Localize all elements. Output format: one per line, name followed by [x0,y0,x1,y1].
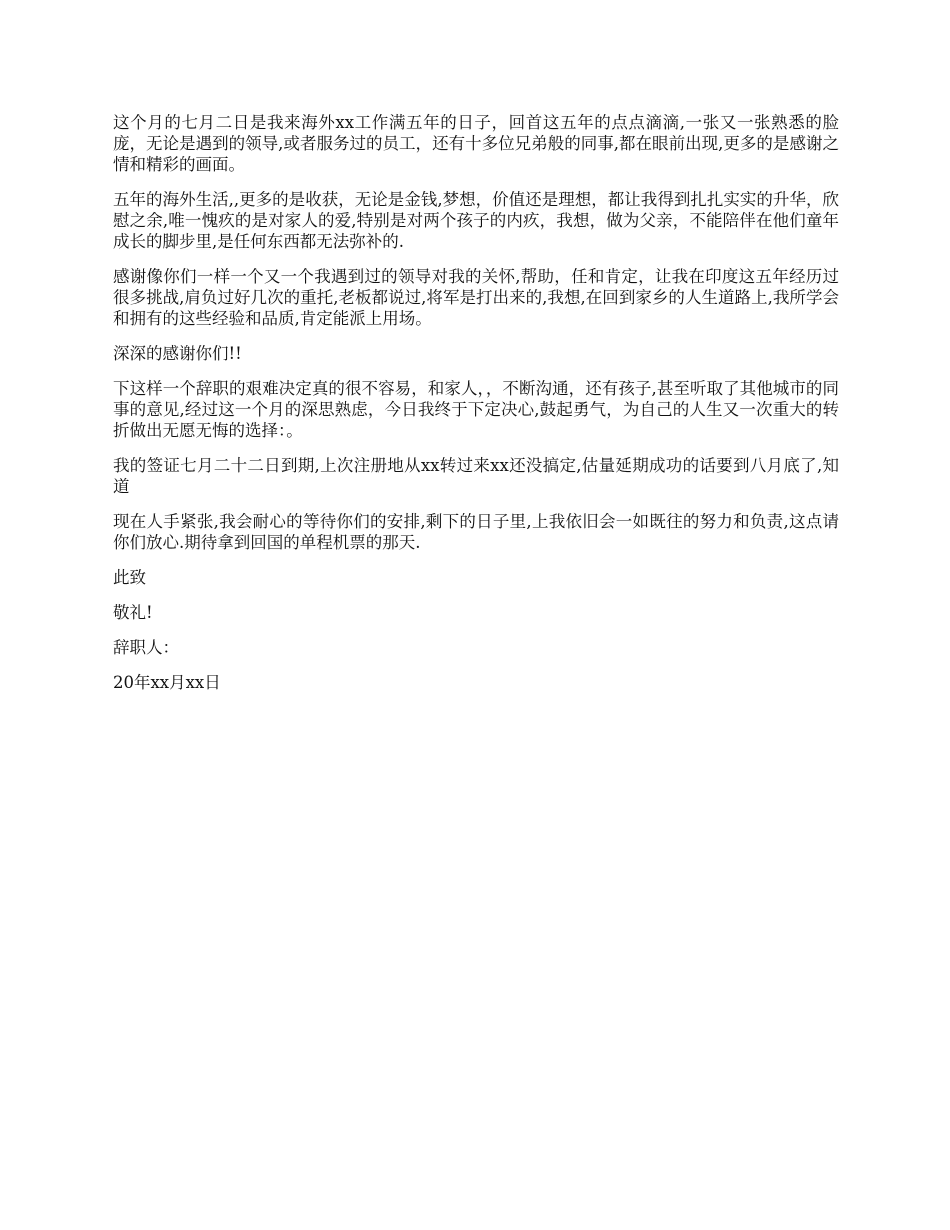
paragraph-handover: 现在人手紧张,我会耐心的等待你们的安排,剩下的日子里,上我依旧会一如既往的努力和负责,这点请你们放心.期待拿到回国的单程机票的那天. [113,512,839,552]
paragraph-gratitude-leaders: 感谢像你们一样一个又一个我遇到过的领导对我的关怀,帮助，任和肯定，让我在印度这五年经历过很多挑战,肩负过好几次的重托,老板都说过,将军是打出来的,我想,在回到家乡的人生道路上,我所学会和拥有的这些经验和品质,肯定能派上用场。 [113,267,839,328]
letter-document [113,112,839,707]
paragraph-overseas-life: 五年的海外生活,,更多的是收获，无论是金钱,梦想，价值还是理想，都让我得到扎扎实实的升华，欣慰之余,唯一愧疚的是对家人的爱,特别是对两个孩子的内疚，我想，做为父亲，不能陪伴在他们童年成长的脚步里,是任何东西都无法弥补的. [113,190,839,251]
paragraph-visa: 我的签证七月二十二日到期,上次注册地从xx转过来xx还没搞定,估量延期成功的话要到八月底了,知道 [113,456,839,496]
salutation-line: 敬礼! [113,603,153,622]
signature-label: 辞职人： [113,638,179,657]
paragraph-anniversary: 这个月的七月二日是我来海外xx工作满五年的日子，回首这五年的点点滴滴,一张又一张熟悉的脸庞，无论是遇到的领导,或者服务过的员工，还有十多位兄弟般的同事,都在眼前出现,更多的是感谢之情和精彩的画面。 [113,113,839,174]
paragraph-decision: 下这样一个辞职的艰难决定真的很不容易，和家人，，不断沟通，还有孩子,甚至听取了其他城市的同事的意见,经过这一个月的深思熟虑，今日我终于下定决心,鼓起勇气，为自己的人生又一次重大的转折做出无愿无悔的选择：。 [113,379,839,440]
paragraph-thanks: 深深的感谢你们!! [113,344,242,363]
closing-line: 此致 [113,568,146,587]
date-line: 20年xx月xx日 [113,673,221,692]
